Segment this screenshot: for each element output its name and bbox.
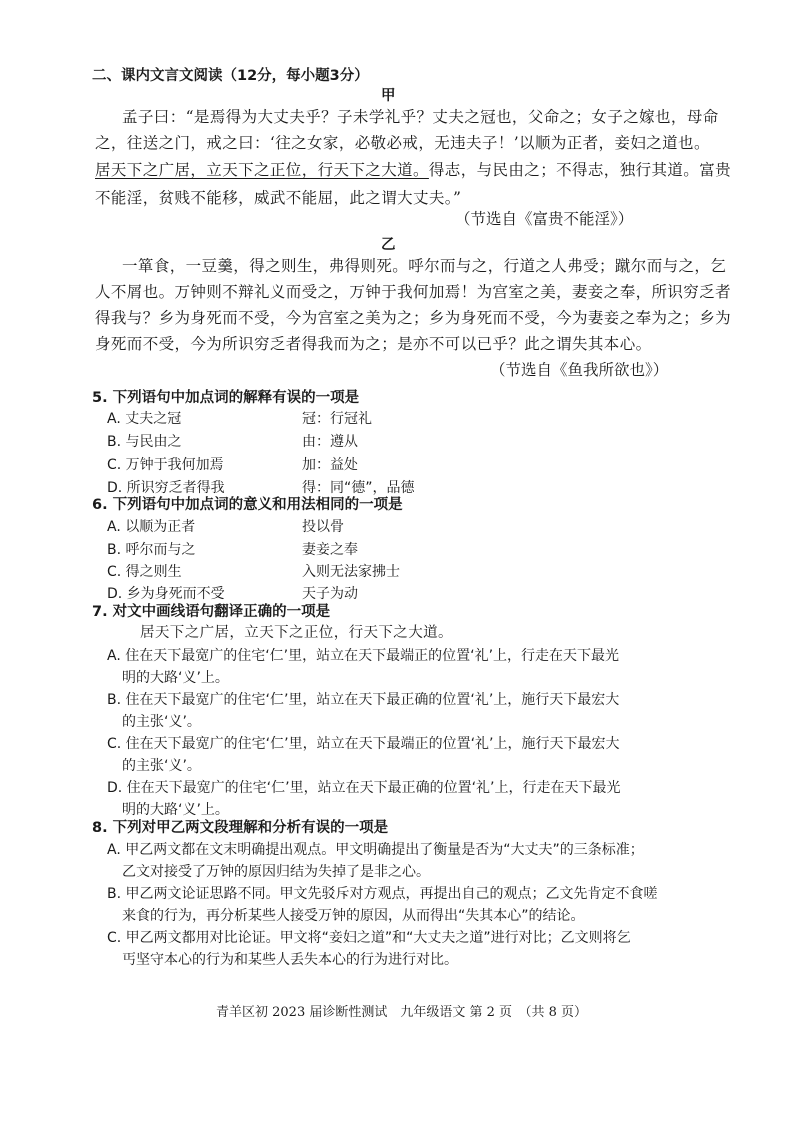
q8-option-c: C. 甲乙两文都用对比论证。甲文将“妾妇之道”和“大丈夫之道”进行对比；乙文则将乞 bbox=[107, 930, 631, 946]
q5-option-b-meaning: 由：遵从 bbox=[302, 434, 358, 450]
question-5-stem: 5. 下列语句中加点词的解释有误的一项是 bbox=[92, 390, 360, 406]
question-8-stem: 8. 下列对甲乙两文段理解和分析有误的一项是 bbox=[92, 820, 389, 836]
q7-option-c: C. 住在天下最宽广的住宅‘仁’里，站立在天下最端正的位置‘礼’上，施行天下最宏大 bbox=[107, 736, 620, 752]
q7-option-a: A. 住在天下最宽广的住宅‘仁’里，站立在天下最端正的位置‘礼’上，行走在天下最光 bbox=[107, 648, 620, 664]
q8-option-b-cont: 来食的行为，再分析某些人接受万钟的原因，从而得出“失其本心”的结论。 bbox=[122, 908, 585, 924]
q7-quote: 居天下之广居，立天下之正位，行天下之大道。 bbox=[140, 625, 453, 641]
q5-option-b: B. 与民由之 bbox=[107, 434, 182, 450]
question-7-stem: 7. 对文中画线语句翻译正确的一项是 bbox=[92, 604, 331, 620]
passage-yi-line: 一箪食，一豆羹，得之则生，弗得则死。呼尔而与之，行道之人弗受；蹴尔而与之，乞 bbox=[122, 257, 727, 275]
passage-jia-line: 之，往送之门，戒之曰：‘往之女家，必敬必戒，无违夫子！’以顺为正者，妾妇之道也。 bbox=[95, 134, 710, 152]
passage-yi-line: 人不屑也。万钟则不辩礼义而受之，万钟于我何加焉！为宫室之美，妻妾之奉，所识穷乏者 bbox=[95, 283, 732, 301]
passage-jia-line bbox=[95, 158, 731, 180]
q5-option-c: C. 万钟于我何加焉 bbox=[107, 457, 224, 473]
q6-option-c-pair: 入则无法家拂士 bbox=[302, 564, 400, 580]
passage-yi-source: （节选自《鱼我所欲也》） bbox=[490, 361, 669, 379]
q6-option-d: D. 乡为身死而不受 bbox=[107, 586, 225, 602]
q8-option-a-cont: 乙文对接受了万钟的原因归结为失掉了是非之心。 bbox=[122, 864, 430, 880]
q5-option-d-meaning: 得：同“德”，品德 bbox=[302, 480, 415, 496]
q5-option-a-meaning: 冠：行冠礼 bbox=[302, 411, 372, 427]
q6-option-b: B. 呼尔而与之 bbox=[107, 542, 196, 558]
q6-option-a: A. 以顺为正者 bbox=[107, 519, 196, 535]
q6-option-c: C. 得之则生 bbox=[107, 564, 182, 580]
q5-option-c-meaning: 加：益处 bbox=[302, 457, 358, 473]
q6-option-d-pair: 天子为动 bbox=[302, 586, 358, 602]
passage-jia-source: （节选自《富贵不能淫》） bbox=[455, 210, 634, 228]
section-title: 二、课内文言文阅读（12分，每小题3分） bbox=[92, 68, 369, 84]
q8-option-c-cont: 丐坚守本心的行为和某些人丢失本心的行为进行对比。 bbox=[122, 952, 458, 968]
passage-jia-label: 甲 bbox=[381, 88, 396, 104]
page-footer: 青羊区初 2023 届诊断性测试 九年级语文 第 2 页 （共 8 页） bbox=[216, 1005, 588, 1020]
question-6-stem: 6. 下列语句中加点词的意义和用法相同的一项是 bbox=[92, 497, 403, 513]
passage-yi-line: 得我与？乡为身死而不受，今为宫室之美为之；乡为身死而不受，今为妻妾之奉为之；乡为 bbox=[95, 309, 732, 327]
passage-yi-label: 乙 bbox=[381, 237, 396, 253]
underlined-sentence: 居天下之广居，立天下之正位，行天下之大道。 bbox=[95, 161, 429, 179]
q6-option-b-pair: 妻妾之奉 bbox=[302, 542, 358, 558]
passage-jia-line: 不能淫，贫贱不能移，威武不能屈，此之谓大丈夫。” bbox=[95, 189, 462, 207]
q6-option-a-pair: 投以骨 bbox=[302, 519, 344, 535]
q7-option-b: B. 住在天下最宽广的住宅‘仁’里，站立在天下最正确的位置‘礼’上，施行天下最宏大 bbox=[107, 692, 620, 708]
q8-option-b: B. 甲乙两文论证思路不同。甲文先驳斥对方观点，再提出自己的观点；乙文先肯定不食嗟 bbox=[107, 886, 658, 902]
passage-jia-line: 孟子曰：“是焉得为大丈夫乎？子未学礼乎？丈夫之冠也，父命之；女子之嫁也，母命 bbox=[122, 108, 719, 126]
q5-option-d: D. 所识穷乏者得我 bbox=[107, 480, 225, 496]
passage-yi-line: 身死而不受，今为所识穷乏者得我而为之；是亦不可以已乎？此之谓失其本心。 bbox=[95, 335, 652, 353]
q7-option-d-cont: 明的大路‘义’上。 bbox=[122, 802, 229, 818]
q7-option-a-cont: 明的大路‘义’上。 bbox=[122, 670, 229, 686]
q5-option-a: A. 丈夫之冠 bbox=[107, 411, 182, 427]
q8-option-a: A. 甲乙两文都在文末明确提出观点。甲文明确提出了衡量是否为“大丈夫”的三条标准； bbox=[107, 842, 644, 858]
q7-option-d: D. 住在天下最宽广的住宅‘仁’里，站立在天下最正确的位置‘礼’上，行走在天下最光 bbox=[107, 780, 621, 796]
q7-option-c-cont: 的主张‘义’。 bbox=[122, 758, 201, 774]
q7-option-b-cont: 的主张‘义’。 bbox=[122, 714, 201, 730]
passage-jia-text: 得志，与民由之；不得志，独行其道。富贵 bbox=[428, 161, 732, 179]
